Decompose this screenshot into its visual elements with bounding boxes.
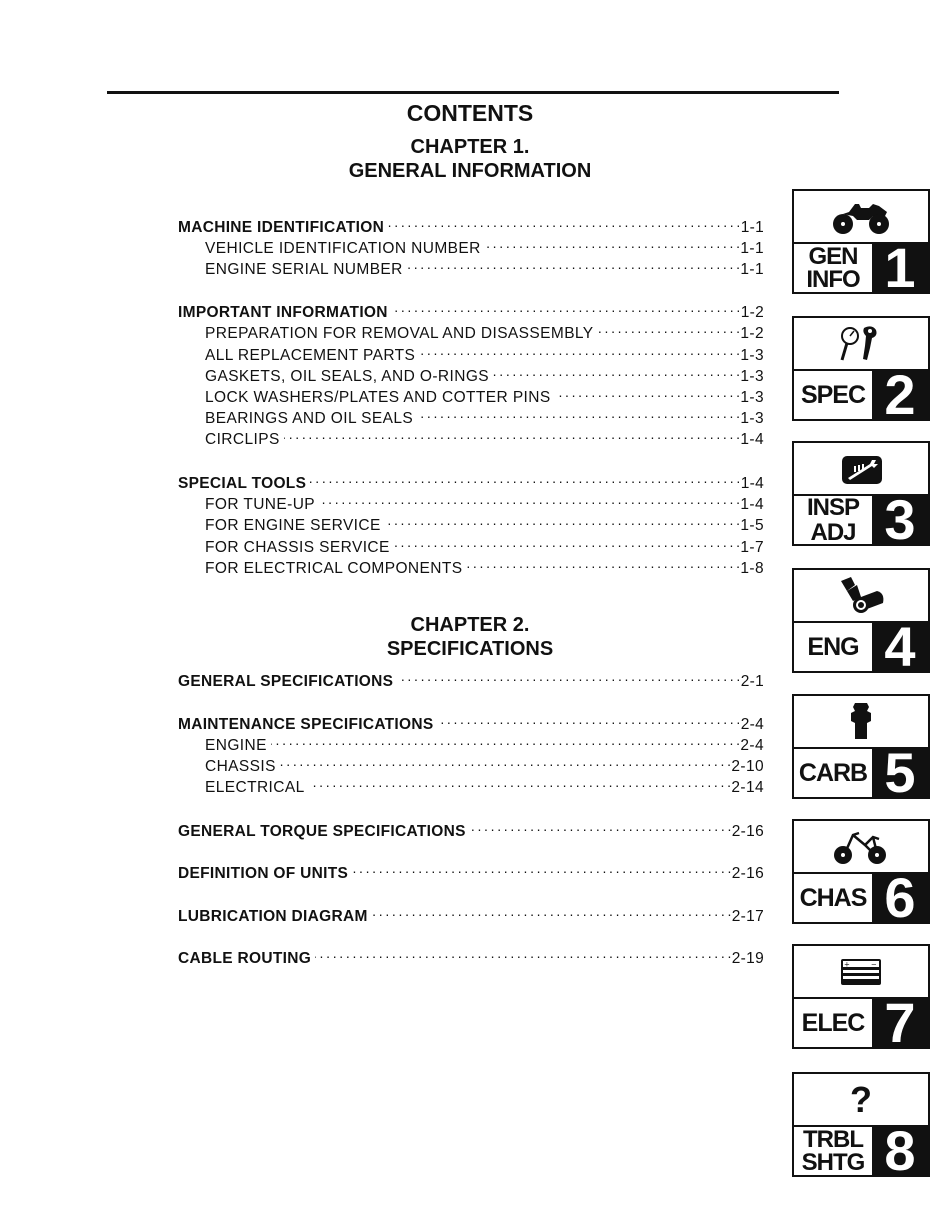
toc-entry-label: PREPARATION FOR REMOVAL AND DISASSEMBLY: [205, 325, 594, 342]
tab-number: 4: [884, 614, 916, 678]
toc-entry-page: 1-4: [740, 475, 764, 492]
toc-entry[interactable]: [178, 858, 764, 882]
tab-label: SPEC: [800, 381, 866, 409]
leader-dots: [485, 233, 740, 253]
toc-entry-page: 1-1: [740, 261, 764, 278]
leader-dots: [598, 318, 740, 338]
toc-entry-page: 2-14: [731, 779, 764, 796]
leader-dots: [470, 816, 731, 836]
toc-entry-label: FOR TUNE-UP: [205, 496, 316, 513]
toc-entry[interactable]: [178, 816, 764, 840]
chapter-tab-trbl-shtg[interactable]: [792, 1072, 930, 1182]
leader-dots: [417, 403, 739, 423]
toc-entry-label: GASKETS, OIL SEALS, AND O-RINGS: [205, 368, 490, 385]
toc-entry[interactable]: [205, 532, 764, 556]
toc-entry-label: GENERAL TORQUE SPECIFICATIONS: [178, 823, 466, 840]
toc-entry[interactable]: [205, 361, 764, 385]
leader-dots: [419, 340, 739, 360]
toc-entry-page: 2-16: [731, 823, 764, 840]
toc-entry[interactable]: [205, 318, 764, 342]
wrench-hand-icon: [836, 452, 886, 486]
chapter-2-number: CHAPTER 2.: [410, 614, 530, 636]
chapter-1-title: GENERAL INFORMATION: [348, 160, 592, 182]
toc-entry[interactable]: [178, 901, 764, 925]
toc-entry-label: MACHINE IDENTIFICATION: [178, 219, 385, 236]
toc-entry-page: 1-3: [740, 347, 764, 364]
toc-entry[interactable]: [205, 340, 764, 364]
toc-entry-label: VEHICLE IDENTIFICATION NUMBER: [205, 240, 481, 257]
toc-entry-page: 2-17: [731, 908, 764, 925]
toc-entry[interactable]: [178, 468, 764, 492]
toc-entry-label: IMPORTANT INFORMATION: [178, 304, 388, 321]
toc-entry[interactable]: [178, 212, 764, 236]
toc-entry-page: 1-4: [740, 496, 764, 513]
toc-entry-page: 1-5: [740, 517, 764, 534]
toc-entry-label: FOR ELECTRICAL COMPONENTS: [205, 560, 463, 577]
tab-label: ADJ: [810, 519, 856, 546]
leader-dots: [438, 709, 740, 729]
toc-entry[interactable]: [205, 553, 764, 577]
toc-entry-label: MAINTENANCE SPECIFICATIONS: [178, 716, 434, 733]
toc-entry[interactable]: [178, 666, 764, 690]
tab-label: CARB: [798, 759, 868, 787]
tab-number: 6: [884, 865, 916, 929]
chapter-tab-gen-info[interactable]: [792, 189, 930, 299]
chapter-tab-spec[interactable]: [792, 316, 930, 426]
chapter-tab-carb[interactable]: [792, 694, 930, 804]
tab-number: 5: [884, 740, 916, 804]
leader-dots: [397, 666, 739, 686]
tab-label: SHTG: [801, 1149, 865, 1176]
leader-dots: [315, 943, 731, 963]
toc-entry-page: 1-1: [740, 240, 764, 257]
gauge-tools-icon: [836, 324, 886, 364]
toc-entry-page: 1-3: [740, 410, 764, 427]
chapter-1-number: CHAPTER 1.: [410, 136, 530, 158]
toc-entry-label: ALL REPLACEMENT PARTS: [205, 347, 416, 364]
toc-entry-label: CIRCLIPS: [205, 431, 280, 448]
toc-entry-page: 2-1: [740, 673, 764, 690]
chapter-2-title: SPECIFICATIONS: [386, 638, 554, 660]
toc-entry-label: BEARINGS AND OIL SEALS: [205, 410, 414, 427]
toc-entry-label: LUBRICATION DIAGRAM: [178, 908, 368, 925]
toc-entry-page: 1-8: [740, 560, 764, 577]
leader-dots: [493, 361, 739, 381]
tab-number: 1: [884, 235, 916, 299]
leader-dots: [310, 468, 739, 488]
leader-dots: [385, 510, 740, 530]
leader-dots: [388, 212, 740, 232]
chapter-tab-insp-adj[interactable]: [792, 441, 930, 551]
toc-entry-page: 1-3: [740, 389, 764, 406]
leader-dots: [372, 901, 731, 921]
toc-entry[interactable]: [205, 254, 764, 278]
toc-entry-label: SPECIAL TOOLS: [178, 475, 307, 492]
toc-entry-page: 1-2: [740, 304, 764, 321]
toc-entry[interactable]: [205, 403, 764, 427]
chapter-tab-eng[interactable]: [792, 568, 930, 678]
tab-number: 8: [884, 1118, 916, 1182]
toc-entry[interactable]: [205, 382, 764, 406]
svg-text:+: +: [844, 960, 850, 968]
toc-entry-page: 2-19: [731, 950, 764, 967]
tab-label: TRBL: [803, 1126, 863, 1153]
top-rule: [107, 91, 839, 94]
toc-entry-page: 1-1: [740, 219, 764, 236]
toc-entry-label: DEFINITION OF UNITS: [178, 865, 349, 882]
toc-entry[interactable]: [205, 510, 764, 534]
chapter-tab-elec[interactable]: [792, 944, 930, 1054]
leader-dots: [319, 489, 739, 509]
battery-icon: [839, 957, 883, 987]
leader-dots: [309, 772, 731, 792]
toc-entry[interactable]: [178, 297, 764, 321]
toc-entry[interactable]: [205, 730, 764, 754]
toc-entry-page: 1-4: [740, 431, 764, 448]
toc-entry-label: ELECTRICAL: [205, 779, 305, 796]
toc-entry-label: CABLE ROUTING: [178, 950, 312, 967]
leader-dots: [392, 297, 740, 317]
toc-entry-page: 1-7: [740, 539, 764, 556]
toc-entry-label: LOCK WASHERS/PLATES AND COTTER PINS: [205, 389, 551, 406]
tab-number: 2: [884, 362, 916, 426]
tab-label: GEN: [808, 243, 858, 270]
toc-entry-label: GENERAL SPECIFICATIONS: [178, 673, 394, 690]
toc-entry-label: FOR CHASSIS SERVICE: [205, 539, 390, 556]
toc-entry[interactable]: [205, 772, 764, 796]
tab-label: ENG: [807, 633, 859, 661]
tab-label: INSP: [806, 494, 859, 521]
chapter-tab-chas[interactable]: [792, 819, 930, 929]
tab-number: 7: [884, 990, 916, 1054]
leader-dots: [555, 382, 740, 402]
tab-label: ELEC: [801, 1009, 865, 1037]
carburetor-icon: [841, 701, 881, 743]
page-title: CONTENTS: [406, 100, 534, 126]
toc-entry[interactable]: [205, 233, 764, 257]
chassis-frame-icon: [829, 827, 893, 867]
toc-entry-page: 2-10: [731, 758, 764, 775]
leader-dots: [284, 424, 740, 444]
tab-number: 3: [884, 487, 916, 551]
toc-entry-label: FOR ENGINE SERVICE: [205, 517, 381, 534]
toc-entry-page: 2-16: [731, 865, 764, 882]
leader-dots: [280, 751, 731, 771]
toc-entry[interactable]: [205, 424, 764, 448]
question-icon: ?: [850, 1078, 872, 1120]
engine-piston-icon: [833, 575, 889, 617]
toc-entry-label: CHASSIS: [205, 758, 276, 775]
leader-dots: [466, 553, 739, 573]
toc-entry-label: ENGINE SERIAL NUMBER: [205, 261, 403, 278]
leader-dots: [407, 254, 740, 274]
toc-entry-label: ENGINE: [205, 737, 267, 754]
toc-entry-page: 2-4: [740, 716, 764, 733]
tab-label: INFO: [806, 266, 860, 293]
toc-entry-page: 1-2: [740, 325, 764, 342]
svg-text:−: −: [871, 960, 877, 968]
toc-entry-page: 1-3: [740, 368, 764, 385]
leader-dots: [352, 858, 731, 878]
leader-dots: [271, 730, 740, 750]
toc-entry-page: 2-4: [740, 737, 764, 754]
toc-entry[interactable]: [178, 709, 764, 733]
tab-label: CHAS: [799, 884, 867, 912]
leader-dots: [394, 532, 740, 552]
toc-entry[interactable]: [178, 943, 764, 967]
atv-icon: [829, 198, 893, 236]
toc-entry[interactable]: [205, 489, 764, 513]
toc-entry[interactable]: [205, 751, 764, 775]
